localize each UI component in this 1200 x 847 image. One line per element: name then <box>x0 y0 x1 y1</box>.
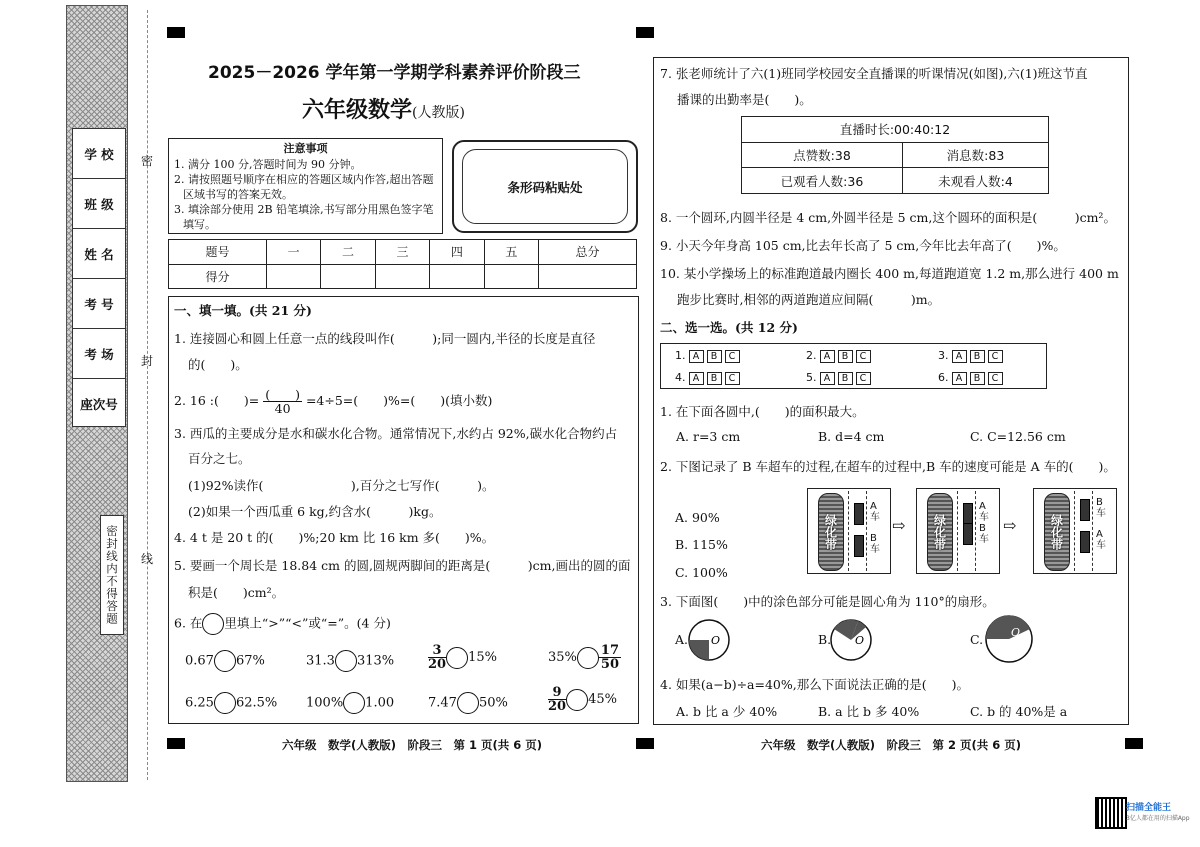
mc-question-2-option-a[interactable]: A. 90% <box>675 510 720 525</box>
compare-right-fraction <box>599 644 621 671</box>
score-cell[interactable] <box>430 264 484 289</box>
fraction-numerator: 9 <box>548 686 566 700</box>
note-line: 3. 填涂部分使用 2B 铅笔填涂,书写部分用黑色签字笔 <box>174 203 434 216</box>
mc-question-4-option-b[interactable]: B. a 比 b 多 40% <box>818 704 920 719</box>
compare-item <box>548 686 617 713</box>
lane-divider <box>975 491 976 571</box>
score-cell[interactable] <box>321 264 375 289</box>
answer-number: 2. <box>806 349 817 362</box>
answer-option-a[interactable]: A <box>952 350 967 363</box>
mc-question-1-option-b[interactable]: B. d=4 cm <box>818 429 885 444</box>
question-3-line2: 百分之七。 <box>188 451 251 466</box>
car-b-icon <box>1080 499 1090 521</box>
car-a-label: A车 <box>979 501 989 523</box>
exam-subtitle <box>302 93 465 124</box>
center-label: O <box>711 634 721 647</box>
compare-left-fraction <box>428 644 446 671</box>
question-10-line1: 10. 某小学操场上的标准跑道最内圈长 400 m,每道跑道宽 1.2 m,那么进行 400 m <box>660 266 1119 281</box>
road-panel-2 <box>916 488 1000 574</box>
question-3-part1: (1)92%读作( ),百分之七写作( )。 <box>188 478 495 493</box>
mc-question-4: 4. 如果(a−b)÷a=40%,那么下面说法正确的是( )。 <box>660 677 969 692</box>
lane-divider <box>1074 491 1075 571</box>
answer-row-3 <box>938 349 1003 363</box>
compare-left: 100% <box>306 695 344 711</box>
question-3-line1: 3. 西瓜的主要成分是水和碳水化合物。通常情况下,水约占 92%,碳水化合物约占 <box>174 426 618 441</box>
fraction-numerator: 3 <box>428 644 446 658</box>
road-panel-1 <box>807 488 891 574</box>
answer-number: 3. <box>938 349 949 362</box>
seal-char-3: 线 <box>141 552 154 566</box>
note-line: 填写。 <box>183 218 216 231</box>
mc-question-2: 2. 下图记录了 B 车超车的过程,在超车的过程中,B 车的速度可能是 A 车的( )。 <box>660 459 1116 474</box>
compare-left: 35% <box>548 650 577 665</box>
note-line: 区域书写的答案无效。 <box>183 188 293 201</box>
compare-item <box>428 644 497 671</box>
compare-circle-icon <box>202 613 224 635</box>
center-label: O <box>855 634 865 647</box>
answer-row-6 <box>938 371 1003 385</box>
car-b-label: B车 <box>1096 497 1106 519</box>
answer-option-b[interactable]: B <box>970 350 985 363</box>
compare-left: 7.47 <box>428 695 457 711</box>
mc-question-3: 3. 下面图( )中的涂色部分可能是圆心角为 110°的扇形。 <box>660 594 995 609</box>
answer-number: 5. <box>806 371 817 384</box>
answer-option-b[interactable]: B <box>838 350 853 363</box>
mc-question-4-option-c[interactable]: C. b 的 40%是 a <box>970 704 1068 719</box>
compare-left-fraction <box>548 686 566 713</box>
car-a-label: A车 <box>1096 529 1106 551</box>
mc-question-2-option-b[interactable]: B. 115% <box>675 537 728 552</box>
score-header: 一 <box>266 240 320 265</box>
livestream-stats-table <box>741 116 1049 194</box>
fraction-denominator: 20 <box>428 657 447 672</box>
registration-mark <box>1125 738 1143 749</box>
mc-question-3-option-a[interactable]: A. <box>675 632 689 647</box>
score-cell[interactable] <box>266 264 320 289</box>
car-b-label: B车 <box>870 533 880 555</box>
answer-row-5 <box>806 371 871 385</box>
registration-mark <box>636 738 654 749</box>
student-info-box <box>72 128 126 427</box>
answer-option-b[interactable]: B <box>970 372 985 385</box>
question-7-line1: 7. 张老师统计了六(1)班同学校园安全直播课的听课情况(如图),六(1)班这节直 <box>660 66 1088 81</box>
sector-diagram-a <box>687 618 731 662</box>
compare-blank[interactable] <box>446 647 468 669</box>
note-line: 1. 满分 100 分,答题时间为 90 分钟。 <box>174 158 362 171</box>
compare-blank[interactable] <box>577 647 599 669</box>
answer-option-c[interactable]: C <box>988 372 1003 385</box>
compare-blank[interactable] <box>335 650 357 672</box>
question-9: 9. 小天今年身高 105 cm,比去年长高了 5 cm,今年比去年高了( )%。 <box>660 238 1066 253</box>
fraction-numerator: ( ) <box>265 387 300 402</box>
question-6-post: 里填上“>”“<”或“=”。(4 分) <box>224 615 391 631</box>
car-b-label: B车 <box>979 523 989 545</box>
question-7-line2: 播课的出勤率是( )。 <box>677 92 812 107</box>
question-5-line2: 积是( )cm²。 <box>188 585 285 600</box>
mc-question-1: 1. 在下面各圆中,( )的面积最大。 <box>660 404 865 419</box>
seal-warning: 密封线内不得答题 <box>100 515 124 635</box>
field-name[interactable]: 姓 名 <box>73 229 125 279</box>
qr-code-icon <box>1095 797 1127 829</box>
mc-question-1-option-c[interactable]: C. C=12.56 cm <box>970 429 1066 444</box>
question-4: 4. 4 t 是 20 t 的( )%;20 km 比 16 km 多( )%。 <box>174 530 495 545</box>
greenbelt: 绿化带 <box>818 493 844 571</box>
question-10-line2: 跑步比赛时,相邻的两道跑道应间隔( )m。 <box>677 292 941 307</box>
compare-item <box>548 644 621 671</box>
compare-item <box>306 692 394 714</box>
score-header: 三 <box>375 240 429 265</box>
registration-mark <box>167 27 185 38</box>
compare-item <box>185 692 277 714</box>
mc-question-3-option-b[interactable]: B. <box>818 632 832 647</box>
answer-option-b[interactable]: B <box>838 372 853 385</box>
greenbelt: 绿化带 <box>927 493 953 571</box>
compare-blank[interactable] <box>214 692 236 714</box>
compare-right: 1.00 <box>365 695 395 711</box>
question-2 <box>174 388 492 415</box>
lane-divider <box>866 491 867 571</box>
barcode-label: 条形码粘贴处 <box>462 149 628 224</box>
car-b-icon <box>854 535 864 557</box>
compare-blank[interactable] <box>343 692 365 714</box>
answer-option-c[interactable]: C <box>725 350 740 363</box>
score-header: 总分 <box>539 240 637 265</box>
live-likes: 点赞数:38 <box>742 142 903 168</box>
answer-option-c[interactable]: C <box>725 372 740 385</box>
car-a-icon <box>963 503 973 525</box>
greenbelt: 绿化带 <box>1044 493 1070 571</box>
mc-question-4-option-a[interactable]: A. b 比 a 少 40% <box>676 704 778 719</box>
score-cell[interactable] <box>375 264 429 289</box>
score-header: 题号 <box>169 240 267 265</box>
footer-page-2: 六年级 数学(人教版) 阶段三 第 2 页(共 6 页) <box>761 738 1022 752</box>
question-1-line1: 1. 连接圆心和圆上任意一点的线段叫作( );同一圆内,半径的长度是直径 <box>174 331 596 346</box>
arrow-right-icon: ⇨ <box>892 516 906 535</box>
answer-option-b[interactable]: B <box>707 350 722 363</box>
section1-title: 一、填一填。(共 21 分) <box>174 303 312 318</box>
compare-right: 50% <box>478 695 508 711</box>
answer-option-a[interactable]: A <box>689 372 704 385</box>
lane-divider <box>848 491 849 571</box>
compare-blank[interactable] <box>566 689 588 711</box>
fraction-numerator: 17 <box>600 643 619 658</box>
car-a-icon <box>1080 531 1090 553</box>
fraction-denominator: 40 <box>274 401 291 416</box>
score-table <box>168 239 637 289</box>
field-school[interactable]: 学 校 <box>73 129 125 179</box>
fraction-denominator: 50 <box>600 657 619 672</box>
answer-option-a[interactable]: A <box>689 350 704 363</box>
answer-option-c[interactable]: C <box>856 350 871 363</box>
car-a-label: A车 <box>870 501 880 523</box>
registration-mark <box>167 738 185 749</box>
answer-row-4 <box>675 371 740 385</box>
question-2-fraction <box>263 388 302 415</box>
compare-left: 6.25 <box>185 695 214 711</box>
compare-blank[interactable] <box>214 650 236 672</box>
score-header: 四 <box>430 240 484 265</box>
score-row-label: 得分 <box>169 264 267 289</box>
answer-row-1 <box>675 349 740 363</box>
score-cell[interactable] <box>484 264 538 289</box>
center-label: O <box>1011 626 1021 639</box>
answer-option-a[interactable]: A <box>820 350 835 363</box>
footer-page-1: 六年级 数学(人教版) 阶段三 第 1 页(共 6 页) <box>282 738 543 752</box>
exam-title: 2025－2026 学年第一学期学科素养评价阶段三 <box>208 63 581 83</box>
barcode-area <box>452 140 638 233</box>
question-2-pre: 2. 16 :( )= <box>174 393 260 408</box>
answer-option-c[interactable]: C <box>856 372 871 385</box>
answer-number: 6. <box>938 371 949 384</box>
mc-question-3-option-c[interactable]: C. <box>970 632 984 647</box>
notes-title: 注意事项 <box>283 142 328 155</box>
subject-title: 六年级数学 <box>302 97 413 123</box>
car-a-icon <box>854 503 864 525</box>
compare-right: 45% <box>588 692 617 707</box>
section2-title: 二、选一选。(共 12 分) <box>660 320 798 335</box>
live-duration: 直播时长:00:40:12 <box>742 117 1049 143</box>
sector-diagram-c <box>984 614 1034 664</box>
scanner-logo-tagline: 3亿人都在用的扫描App <box>1126 815 1190 822</box>
question-6 <box>174 613 391 635</box>
question-5-line1: 5. 要画一个周长是 18.84 cm 的圆,圆规两脚间的距离是( )cm,画出的圆的面 <box>174 558 631 573</box>
compare-blank[interactable] <box>457 692 479 714</box>
answer-row-2 <box>806 349 871 363</box>
answer-option-a[interactable]: A <box>952 372 967 385</box>
question-1-line2: 的( )。 <box>188 357 248 372</box>
field-class[interactable]: 班 级 <box>73 179 125 229</box>
live-messages: 消息数:83 <box>902 142 1048 168</box>
live-watched: 已观看人数:36 <box>742 168 903 194</box>
question-2-post: =4÷5=( )%=( )(填小数) <box>305 393 493 408</box>
question-8: 8. 一个圆环,内圆半径是 4 cm,外圆半径是 5 cm,这个圆环的面积是( )cm²。 <box>660 210 1116 225</box>
answer-number: 1. <box>675 349 686 362</box>
road-panel-3 <box>1033 488 1117 574</box>
mc-question-1-option-a[interactable]: A. r=3 cm <box>676 429 741 444</box>
car-b-icon <box>963 523 973 545</box>
score-header: 二 <box>321 240 375 265</box>
mc-question-2-option-c[interactable]: C. 100% <box>675 565 728 580</box>
answer-option-c[interactable]: C <box>988 350 1003 363</box>
compare-right: 67% <box>235 653 265 669</box>
score-cell[interactable] <box>539 264 637 289</box>
arrow-right-icon: ⇨ <box>1003 516 1017 535</box>
live-unwatched: 未观看人数:4 <box>902 168 1048 194</box>
sector-diagram-b <box>829 618 873 662</box>
scanner-logo <box>1126 800 1190 824</box>
compare-item <box>306 650 394 672</box>
compare-item <box>428 692 508 714</box>
field-exam-room[interactable]: 考 场 <box>73 329 125 379</box>
compare-item <box>185 650 265 672</box>
seal-char-1: 密 <box>141 154 154 168</box>
compare-left: 0.67 <box>185 653 214 669</box>
field-seat-number[interactable]: 座次号 <box>80 396 118 412</box>
seal-line <box>147 10 148 780</box>
lane-divider <box>1092 491 1093 571</box>
question-3-part2: (2)如果一个西瓜重 6 kg,约含水( )kg。 <box>188 504 442 519</box>
answer-option-a[interactable]: A <box>820 372 835 385</box>
registration-mark <box>636 27 654 38</box>
seal-char-2: 封 <box>141 354 154 368</box>
compare-right: 62.5% <box>235 695 278 711</box>
answer-option-b[interactable]: B <box>707 372 722 385</box>
question-6-pre: 6. 在 <box>174 615 203 631</box>
compare-left: 31.3 <box>306 653 335 669</box>
answer-number: 4. <box>675 371 686 384</box>
notes-box <box>168 138 443 234</box>
note-line: 2. 请按照题号顺序在相应的答题区域内作答,超出答题 <box>174 173 434 186</box>
compare-right: 15% <box>468 650 497 665</box>
compare-right: 313% <box>356 653 395 669</box>
scanner-logo-name: 扫描全能王 <box>1126 803 1172 813</box>
answer-grid <box>660 343 1047 389</box>
field-exam-number[interactable]: 考 号 <box>73 279 125 329</box>
edition-label: (人教版) <box>412 105 465 121</box>
lane-divider <box>957 491 958 571</box>
fraction-denominator: 20 <box>548 699 567 714</box>
score-header: 五 <box>484 240 538 265</box>
